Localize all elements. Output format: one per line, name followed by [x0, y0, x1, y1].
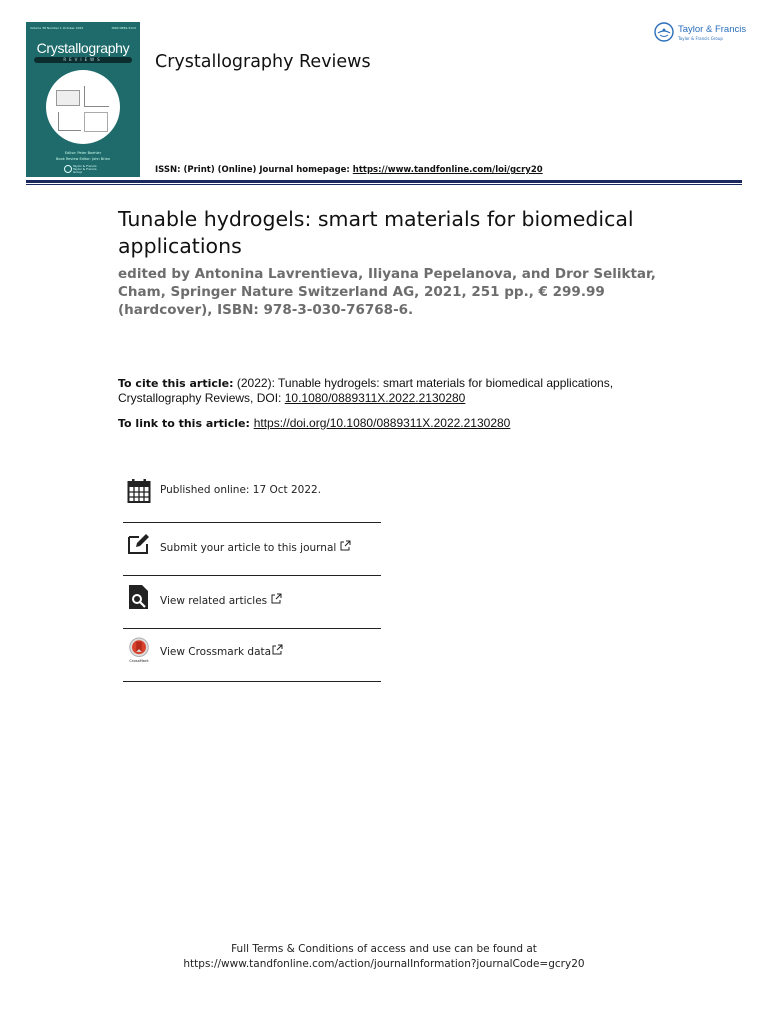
issn-line: ISSN: (Print) (Online) Journal homepage: https://www.tandfonline.com/loi/gcry20 [155, 165, 543, 175]
published-row [123, 478, 381, 518]
divider [123, 522, 381, 523]
crossmark-row[interactable] [123, 637, 381, 677]
publisher-mark-icon [64, 165, 72, 173]
cover-book-editor: Book Review Editor: John Brian [56, 157, 110, 161]
external-link-icon [272, 644, 283, 655]
divider [123, 681, 381, 682]
header-rule [26, 180, 742, 183]
external-link-icon [340, 540, 351, 551]
citation-text: (2022): Tunable hydrogels: smart materials for biomedical applications, Crystallography Reviews, DOI: [118, 376, 614, 405]
book-details: edited by Antonina Lavrentieva, Iliyana Pepelanova, and Dror Seliktar, Cham, Springer Nature Switzerland AG, 2021, 251 pp., € 299.99 (hardcover), ISBN: 978-3-030-76768-6. [118, 266, 656, 318]
edit-icon [127, 531, 151, 557]
article-title: Tunable hydrogels: smart materials for biomedical applications [118, 207, 634, 258]
cover-issn: ISSN 0889-311X [111, 26, 136, 30]
svg-text:CrossMark: CrossMark [129, 659, 149, 663]
publisher-logo[interactable] [654, 22, 754, 48]
taylor-francis-icon [654, 22, 674, 42]
cover-editor: Editor: Peter Boehler [64, 151, 102, 155]
citation [118, 376, 678, 406]
cover-subtitle: REVIEWS [34, 57, 132, 63]
divider [123, 628, 381, 629]
related-articles-link[interactable]: View related articles [160, 595, 268, 607]
footer-terms-link[interactable]: https://www.tandfonline.com/action/journalInformation?journalCode=gcry20 [183, 958, 585, 970]
cover-figure-panel [56, 90, 80, 106]
submit-article-link[interactable]: Submit your article to this journal [160, 542, 337, 554]
journal-cover [26, 22, 140, 177]
document-search-icon [127, 584, 151, 610]
link-label: To link to this article: [118, 417, 254, 430]
footer [0, 942, 768, 972]
cover-title: Crystallography [36, 40, 130, 56]
cover-issue: Volume 38 Number 1 October 2022 [30, 26, 84, 30]
cover-figure-panel [84, 86, 109, 107]
doi-link[interactable]: 10.1080/0889311X.2022.2130280 [284, 391, 466, 405]
cover-figure [46, 70, 120, 144]
article-url-link[interactable]: https://doi.org/10.1080/0889311X.2022.2130280 [253, 416, 511, 430]
header-rule-thin [26, 184, 742, 185]
cover-figure-panel [84, 112, 108, 132]
publisher-name: Taylor & Francis [678, 24, 747, 35]
related-articles-row[interactable] [123, 584, 381, 624]
calendar-icon [127, 478, 151, 504]
published-date: Published online: 17 Oct 2022. [160, 484, 322, 496]
publisher-group: Taylor & Francis Group [678, 36, 723, 41]
crossmark-link[interactable]: View Crossmark data [160, 646, 272, 658]
crossmark-icon [127, 637, 151, 663]
cover-figure-panel [58, 112, 81, 131]
divider [123, 575, 381, 576]
article-link [118, 416, 510, 430]
journal-homepage-link[interactable]: https://www.tandfonline.com/loi/gcry20 [352, 165, 543, 175]
submit-article-row[interactable] [123, 531, 381, 571]
citation-label: To cite this article: [118, 377, 234, 390]
journal-title: Crystallography Reviews [155, 52, 371, 72]
cover-publisher-logo: Taylor & Francis Taylor & Francis Group [64, 164, 102, 172]
external-link-icon [271, 593, 282, 604]
footer-terms: Full Terms & Conditions of access and use can be found at [231, 943, 537, 955]
